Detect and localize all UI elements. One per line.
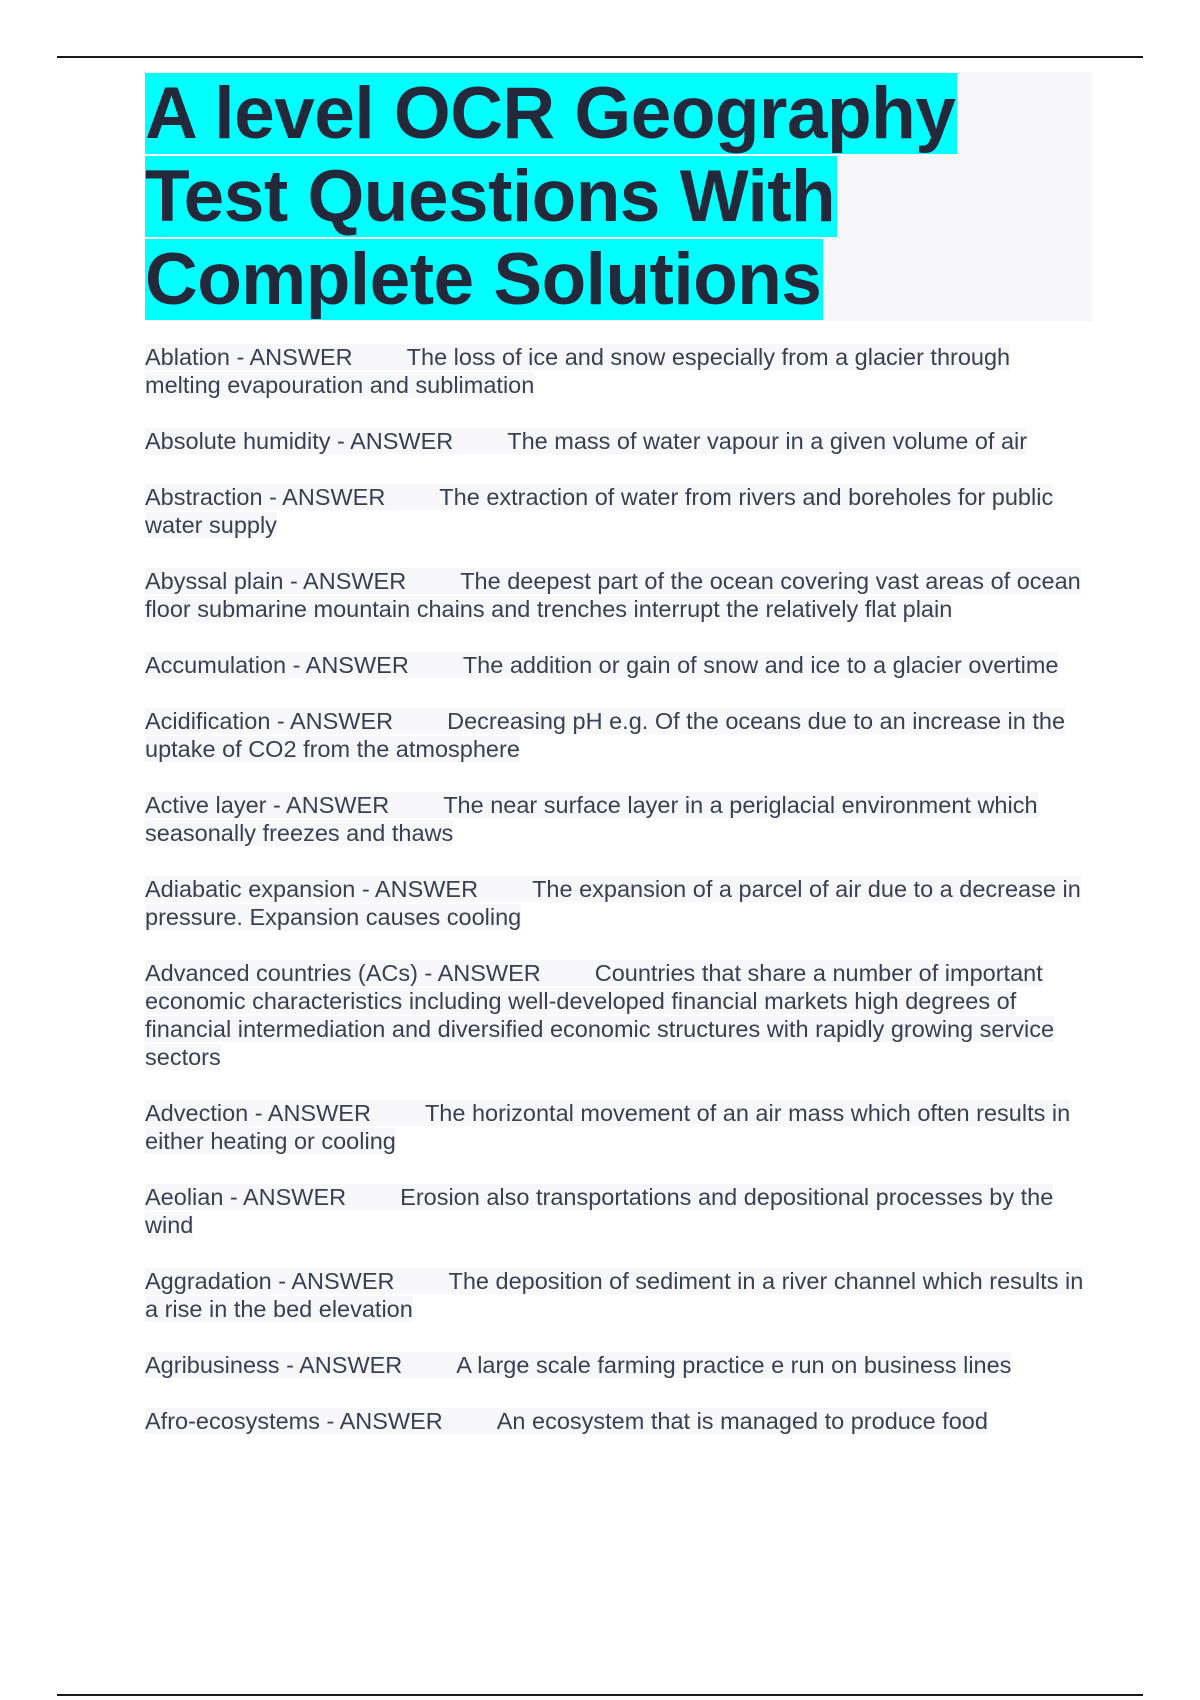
- glossary-definition: The near surface layer in a periglacial environment which seasonally freezes and thaws: [145, 792, 1038, 846]
- glossary-entry: [145, 483, 1092, 539]
- glossary-term: Abstraction - ANSWER: [145, 484, 386, 510]
- glossary-term: Acidification - ANSWER: [145, 708, 394, 734]
- glossary-entry-text: [145, 1352, 1011, 1378]
- glossary-entry: [145, 651, 1092, 679]
- glossary-definition: An ecosystem that is managed to produce food: [496, 1408, 988, 1434]
- glossary-term: Agribusiness - ANSWER: [145, 1352, 403, 1378]
- glossary-definition: The extraction of water from rivers and boreholes for public water supply: [145, 484, 1054, 538]
- glossary-entry: [145, 707, 1092, 763]
- glossary-entry-text: [145, 1184, 1053, 1238]
- top-rule: [57, 56, 1143, 58]
- glossary-entry: [145, 1183, 1092, 1239]
- glossary-definition: Decreasing pH e.g. Of the oceans due to an increase in the uptake of CO2 from the atmosphere: [145, 708, 1066, 762]
- glossary-entry: [145, 427, 1092, 455]
- glossary-definition: Countries that share a number of important economic characteristics including well-developed financial markets high degrees of financial intermediation and diversified economic structures with rapidly growing service sectors: [145, 960, 1055, 1070]
- glossary-term: Afro-ecosystems - ANSWER: [145, 1408, 443, 1434]
- glossary-definition: The expansion of a parcel of air due to a decrease in pressure. Expansion causes cooling: [145, 876, 1081, 930]
- glossary-definition: Erosion also transportations and depositional processes by the wind: [145, 1184, 1054, 1238]
- glossary-entry-text: [145, 652, 1058, 678]
- glossary-entry: [145, 1099, 1092, 1155]
- glossary-definition: The deepest part of the ocean covering vast areas of ocean floor submarine mountain chains and trenches interrupt the relatively flat plain: [145, 568, 1081, 622]
- glossary-entry-text: [145, 1100, 1070, 1154]
- glossary-entry-text: [145, 568, 1081, 622]
- glossary-term: Accumulation - ANSWER: [145, 652, 409, 678]
- glossary-definition: The addition or gain of snow and ice to a glacier overtime: [462, 652, 1059, 678]
- glossary-entry: [145, 959, 1092, 1071]
- glossary-term: Aeolian - ANSWER: [145, 1184, 347, 1210]
- document-body: [145, 72, 1092, 1463]
- glossary-entry-text: [145, 1268, 1083, 1322]
- glossary-term: Advection - ANSWER: [145, 1100, 371, 1126]
- glossary-entry-text: [145, 1408, 988, 1434]
- glossary-term: Adiabatic expansion - ANSWER: [145, 876, 479, 902]
- glossary-definition: The horizontal movement of an air mass which often results in either heating or cooling: [145, 1100, 1071, 1154]
- glossary-entry-text: [145, 428, 1027, 454]
- glossary-term: Absolute humidity - ANSWER: [145, 428, 454, 454]
- glossary-entry: [145, 875, 1092, 931]
- glossary-entry-text: [145, 708, 1065, 762]
- glossary-entry: [145, 1407, 1092, 1435]
- document-title-text: A level OCR Geography Test Questions With Complete Solutions: [145, 73, 956, 320]
- glossary-entry: [145, 1267, 1092, 1323]
- glossary-definition: The loss of ice and snow especially from a glacier through melting evapouration and sublimation: [145, 344, 1011, 398]
- glossary-definition: A large scale farming practice e run on business lines: [456, 1352, 1012, 1378]
- glossary-entry-text: [145, 344, 1010, 398]
- glossary-entry: [145, 1351, 1092, 1379]
- glossary-entry: [145, 343, 1092, 399]
- glossary-list: [145, 343, 1092, 1435]
- glossary-entry-text: [145, 484, 1053, 538]
- glossary-definition: The deposition of sediment in a river channel which results in a rise in the bed elevation: [145, 1268, 1084, 1322]
- glossary-definition: The mass of water vapour in a given volume of air: [507, 428, 1028, 454]
- glossary-term: Aggradation - ANSWER: [145, 1268, 395, 1294]
- glossary-term: Active layer - ANSWER: [145, 792, 390, 818]
- glossary-entry-text: [145, 876, 1081, 930]
- document-title: [145, 72, 1092, 321]
- glossary-term: Ablation - ANSWER: [145, 344, 353, 370]
- glossary-entry: [145, 791, 1092, 847]
- glossary-term: Abyssal plain - ANSWER: [145, 568, 407, 594]
- glossary-term: Advanced countries (ACs) - ANSWER: [145, 960, 541, 986]
- glossary-entry-text: [145, 792, 1038, 846]
- glossary-entry-text: [145, 960, 1054, 1070]
- title-block: [145, 72, 1092, 321]
- glossary-entry: [145, 567, 1092, 623]
- bottom-rule: [57, 1694, 1143, 1696]
